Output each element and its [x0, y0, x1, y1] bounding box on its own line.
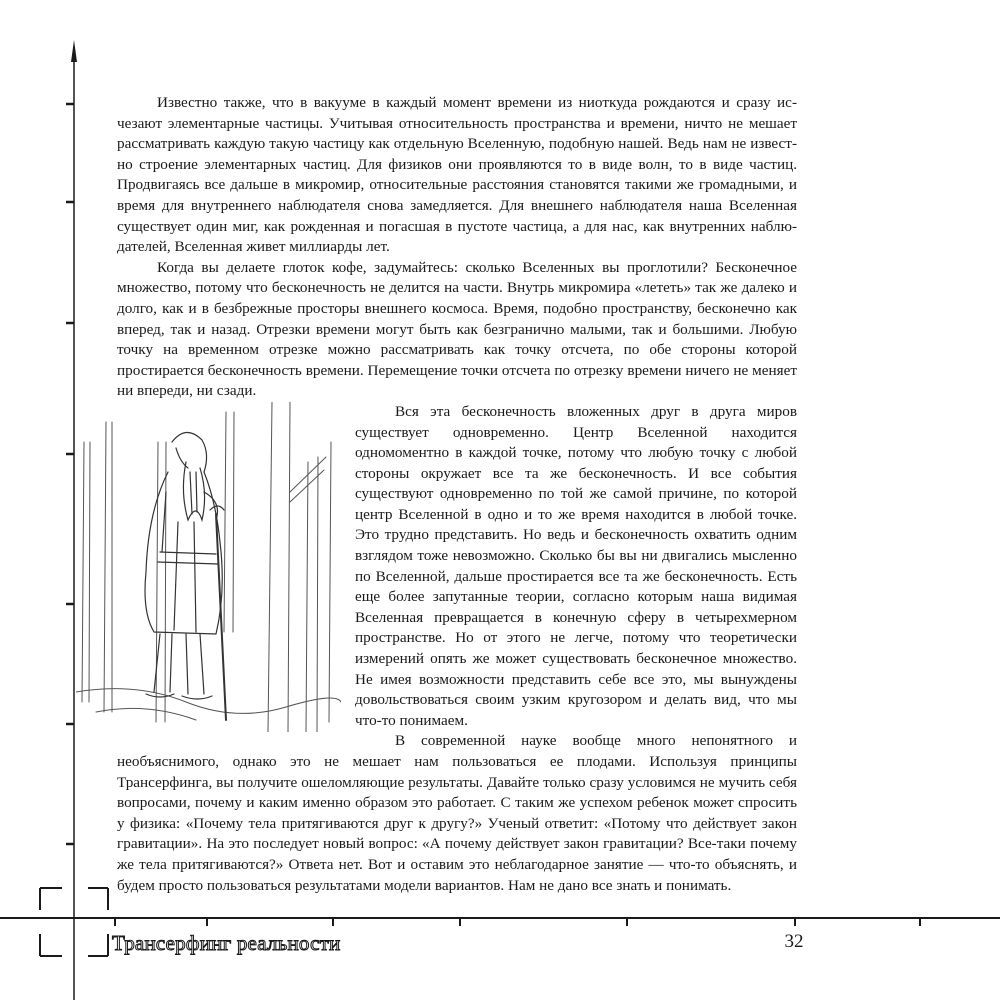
- paragraph-1: Известно также, что в вакууме в каждый момент времени из ниоткуда рождаются и сразу исчезают элементарные частицы. Учитывая относительность пространства и времени, ничто не мешает рассматривать каждую такую частицу как отдельную Вселенную, подобную нашей. Ведь нам не известно строение элементарных частиц. Для физиков они проявляются то в виде волн, то в виде частиц. Продвигаясь все дальше в микромир, относительные расстояния становятся такими же громадными, и время для внутреннего наблюдателя снова замедляется. Для внешнего наблюдателя наша Вселенная существует один миг, как рожденная и погасшая в пустоте частица, а для нас, как внутренних наблюдателей, Вселенная живет миллиарды лет.: [117, 94, 797, 256]
- running-title: Трансерфинг реальности: [112, 931, 341, 955]
- paragraph-3: Вся эта бесконечность вложенных друг в друга миров существует одновременно. Центр Вселенной находится одномоментно в каждой точке, потому что любую точку с любой стороны окружает все та же бесконечность. И все события существуют одновременно по той же самой причине, по которой центр Вселенной в одно и то же время находится в любой точке. Это трудно представить. Но ведь и бесконечность охватить одним взглядом тоже невозможно. Сколько бы вы ни двигались мысленно по Вселенной, дальше простирается все та же бесконечность. Есть еще более запутанные теории, согласно которым наша видимая Вселенная превращается в конечную сферу в четырехмерном пространстве. Но от этого не легче, потому что теоретически измерений опять же может существовать бесконечное множество. Не имея возможности представить себе все это, мы вынуждены довольствоваться своим узким кругозором и делать вид, что мы что-то понимаем.: [355, 402, 797, 729]
- page-number: 32: [784, 931, 804, 952]
- paragraph-4: В современной науке вообще много непонятного и необъяснимого, однако это не мешает нам пользоваться ее плодами. Используя принципы Трансерфинга, вы получите ошеломляющие результаты. Давайте только сразу условимся не мучить себя вопросами, почему и каким именно образом это работает. С таким же успехом ребенок может спросить у физика: «Почему тела притягиваются друг к другу?» Ученый ответит: «Потому что действует закон гравитации». На это последует новый вопрос: «А почему действует закон гравитации? Все-таки почему же тела притягиваются?» Ответа нет. Вот и оставим это неблагодарное занятие — что-то объяснять, и будем просто пользоваться результатами модели вариантов. Нам не дано все знать и понимать.: [117, 732, 797, 894]
- main-text: [117, 93, 797, 896]
- old-man-with-staff-icon: [76, 402, 341, 732]
- illustration-old-man-in-forest: [76, 402, 341, 732]
- paragraph-2: Когда вы делаете глоток кофе, задумайтесь: сколько Вселенных вы проглотили? Бесконечное множество, потому что бесконечность не делится на части. Внутрь микромира «лететь» так же далеко и долго, как и в безбрежные просторы внешнего космоса. Время, подобно пространству, бесконечно как вперед, так и назад. Отрезки времени могут быть как безгранично малыми, так и большими. Любую точку на временном отрезке можно рассматривать как точку отсчета, по обе стороны которой простирается бесконечность времени. Перемещение точки отсчета по отрезку времени ничего не меняет ни впереди, ни сзади.: [117, 258, 797, 400]
